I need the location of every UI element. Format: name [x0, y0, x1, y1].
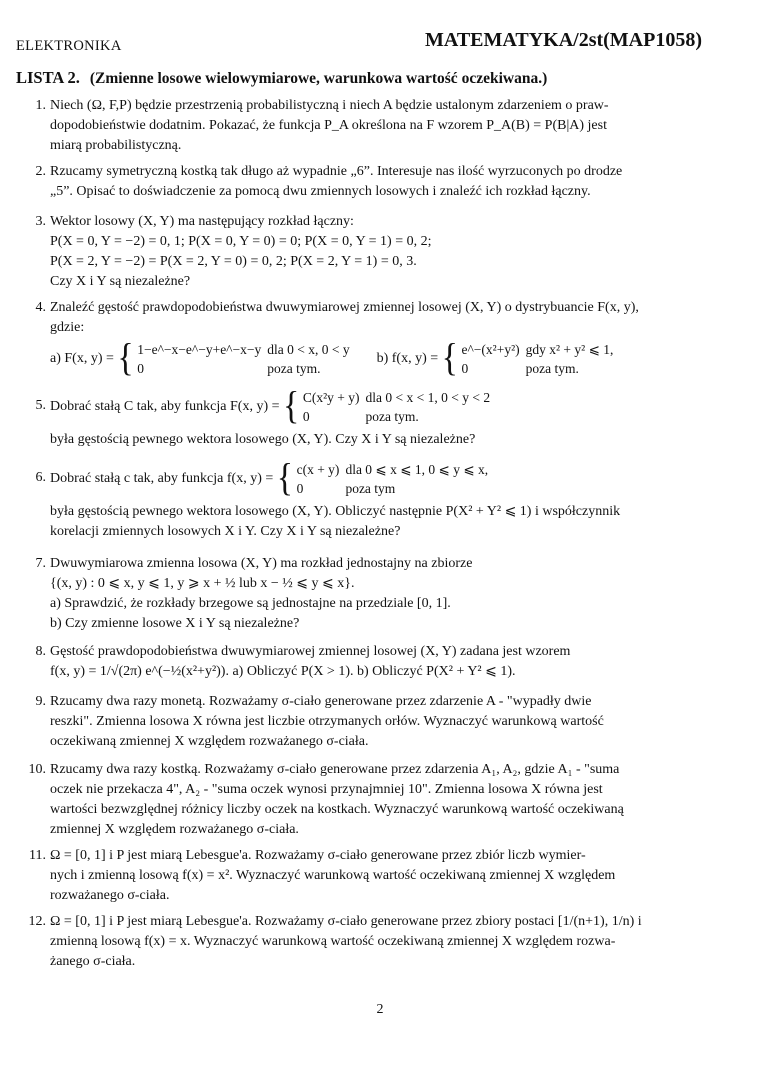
page-number: 2 — [376, 1002, 384, 1017]
problem-text-line: oczek nie przekacza 4", A₂ - "suma oczek wynosi przynajmniej 10". Zmienna losowa X równa jest — [50, 782, 603, 797]
course-code: MATEMATYKA/2st(MAP1058) — [425, 29, 702, 51]
left-brace: { — [441, 337, 458, 380]
case-expression: C(x²y + y) — [302, 390, 360, 405]
problem-12 — [28, 912, 702, 972]
problem-text-line: a) Sprawdzić, że rozkłady brzegowe są jednostajne na przedziale [0, 1]. — [50, 596, 451, 611]
problem-text-line: {(x, y) : 0 ⩽ x, y ⩽ 1, y ⩾ x + ½ lub x − ½ ⩽ y ⩽ x}. — [50, 576, 355, 591]
formula-cases — [297, 460, 495, 498]
formula-a-cases — [137, 340, 355, 378]
case-condition: gdy x² + y² ⩽ 1, — [525, 342, 614, 357]
problem-text-line: Wektor losowy (X, Y) ma następujący rozkład łączny: — [50, 214, 354, 229]
case-condition: dla 0 < x, 0 < y — [267, 342, 350, 357]
problem-number: 7. — [35, 556, 46, 571]
formula-b-cases — [461, 340, 619, 378]
problem-text-line: Znaleźć gęstość prawdopodobieństwa dwuwymiarowej zmiennej losowej (X, Y) o dystrybuancie F(x, y), — [50, 300, 639, 315]
case-expression: 1−e^−x−e^−y+e^−x−y — [137, 342, 262, 357]
problem-text-line: b) Czy zmienne losowe X i Y są niezależne? — [50, 616, 300, 631]
problem-number: 3. — [35, 214, 46, 229]
problem-text-line: dopodobieństwie dodatnim. Pokazać, że funkcja P_A określona na F wzorem P_A(B) = P(B|A) jest — [50, 118, 607, 133]
problem-number: 9. — [35, 694, 46, 709]
problem-9 — [35, 692, 702, 752]
formula-b-label: b) f(x, y) = — [376, 351, 439, 367]
problem-number: 5. — [35, 398, 46, 413]
case-condition: poza tym. — [267, 361, 321, 376]
problem-3 — [35, 212, 702, 292]
problem-5 — [35, 385, 702, 450]
case-condition: poza tym. — [525, 361, 579, 376]
formula-lead: Dobrać stałą c tak, aby funkcja f(x, y) = — [50, 471, 274, 487]
formula-a-label: a) F(x, y) = — [50, 351, 114, 367]
problem-1 — [35, 96, 702, 156]
problem-number: 1. — [35, 98, 46, 113]
problem-text-line: oczekiwaną zmiennej X względem rozważanego σ-ciała. — [50, 734, 369, 749]
problem-text-line: f(x, y) = 1/√(2π) e^(−½(x²+y²)). a) Obliczyć P(X > 1). b) Obliczyć P(X² + Y² ⩽ 1). — [50, 664, 516, 679]
case-condition: dla 0 ⩽ x ⩽ 1, 0 ⩽ y ⩽ x, — [345, 462, 489, 477]
problem-number: 8. — [35, 644, 46, 659]
problem-text-line: była gęstością pewnego wektora losowego (X, Y). Obliczyć następnie P(X² + Y² ⩽ 1) i współczynnik — [50, 504, 621, 519]
problem-text-line: Gęstość prawdopodobieństwa dwuwymiarowej zmiennej losowej (X, Y) zadana jest wzorem — [50, 644, 571, 659]
problem-text-line: „5”. Opisać to doświadczenie za pomocą dwu zmiennych losowych i znaleźć ich rozkład łączny. — [50, 184, 591, 199]
case-condition: dla 0 < x < 1, 0 < y < 2 — [365, 390, 491, 405]
problem-text-line: zmienną losową f(x) = x. Wyznaczyć warunkową wartość oczekiwaną zmiennej X względem rozwa- — [50, 934, 616, 949]
case-expression: 0 — [296, 481, 304, 496]
problem-6 — [35, 457, 702, 542]
problem-text-line: rozważanego σ-ciała. — [50, 888, 170, 903]
problem-text-line: Ω = [0, 1] i P jest miarą Lebesgue'a. Rozważamy σ-ciało generowane przez zbiór liczb wymier- — [50, 848, 586, 863]
problem-number: 2. — [35, 164, 46, 179]
list-heading — [16, 68, 547, 89]
problem-number: 12. — [28, 914, 46, 929]
problem-text-line: Dwuwymiarowa zmienna losowa (X, Y) ma rozkład jednostajny na zbiorze — [50, 556, 473, 571]
problem-text-line: zmiennej X względem rozważanego σ-ciała. — [50, 822, 299, 837]
problem-number: 10. — [28, 762, 46, 777]
problem-4 — [35, 298, 702, 380]
problem-number: 11. — [29, 848, 46, 863]
problem-text-line: reszki". Zmienna losowa X równa jest liczbie otrzymanych orłów. Wyznaczyć warunkową wartość — [50, 714, 604, 729]
problem-text-line: wartości bezwzględnej różnicy liczby oczek na kostkach. Wyznaczyć warunkową wartość oczekiwaną — [50, 802, 624, 817]
left-brace: { — [117, 337, 134, 380]
piecewise-formula — [50, 457, 702, 500]
case-expression: c(x + y) — [296, 462, 340, 477]
problem-11 — [29, 846, 702, 906]
problem-text-line: żanego σ-ciała. — [50, 954, 136, 969]
problem-text-line: P(X = 2, Y = −2) = P(X = 2, Y = 0) = 0, 2; P(X = 2, Y = 1) = 0, 3. — [50, 254, 417, 269]
problem-text-line: miarą probabilistyczną. — [50, 138, 182, 153]
case-expression: 0 — [461, 361, 469, 376]
case-expression: 0 — [302, 409, 310, 424]
problem-text-line: P(X = 0, Y = −2) = 0, 1; P(X = 0, Y = 0) = 0; P(X = 0, Y = 1) = 0, 2; — [50, 234, 432, 249]
problem-text-line: Rzucamy dwa razy monetą. Rozważamy σ-ciało generowane przez zdarzenie A - "wypadły dwie — [50, 694, 592, 709]
problem-7 — [35, 554, 702, 634]
problem-text-line: gdzie: — [50, 320, 85, 335]
problem-text-line: Rzucamy symetryczną kostką tak długo aż wypadnie „6”. Interesuje nas ilość wyrzuconych po drodze — [50, 164, 623, 179]
list-subtitle: (Zmienne losowe wielowymiarowe, warunkowa wartość oczekiwana.) — [89, 70, 548, 87]
case-expression: e^−(x²+y²) — [461, 342, 520, 357]
course-label: ELEKTRONIKA — [16, 38, 122, 54]
formula-lead: Dobrać stałą C tak, aby funkcja F(x, y) = — [50, 399, 280, 415]
problem-text-line: korelacji zmiennych losowych X i Y. Czy X i Y są niezależne? — [50, 524, 401, 539]
case-condition: poza tym — [345, 481, 396, 496]
left-brace: { — [276, 457, 294, 500]
formula-cases — [303, 388, 496, 426]
problem-number: 4. — [35, 300, 46, 315]
case-condition: poza tym. — [365, 409, 419, 424]
problem-8 — [35, 642, 702, 682]
problem-text-line: Czy X i Y są niezależne? — [50, 274, 191, 289]
problem-10 — [28, 760, 702, 840]
problem-text-line: Ω = [0, 1] i P jest miarą Lebesgue'a. Rozważamy σ-ciało generowane przez zbiory postaci [1/(n+1), 1/n) i — [50, 914, 642, 929]
piecewise-formula — [50, 385, 702, 428]
problem-text-line: była gęstością pewnego wektora losowego (X, Y). Czy X i Y są niezależne? — [50, 432, 476, 447]
piecewise-formulas — [50, 337, 702, 380]
list-label: LISTA 2. — [16, 68, 80, 87]
problem-number: 6. — [35, 470, 46, 485]
problem-text-line: Rzucamy dwa razy kostką. Rozważamy σ-ciało generowane przez zdarzenia A₁, A₂, gdzie A₁ - "suma — [50, 762, 620, 777]
problem-text-line: nych i zmienną losową f(x) = x². Wyznaczyć warunkową wartość oczekiwaną zmiennej X względem — [50, 868, 616, 883]
problem-2 — [35, 162, 702, 202]
problem-text-line: Niech (Ω, F,P) będzie przestrzenią probabilistyczną i niech A będzie ustalonym zdarzeniem o praw- — [50, 98, 609, 113]
left-brace: { — [283, 385, 300, 428]
case-expression: 0 — [137, 361, 144, 376]
